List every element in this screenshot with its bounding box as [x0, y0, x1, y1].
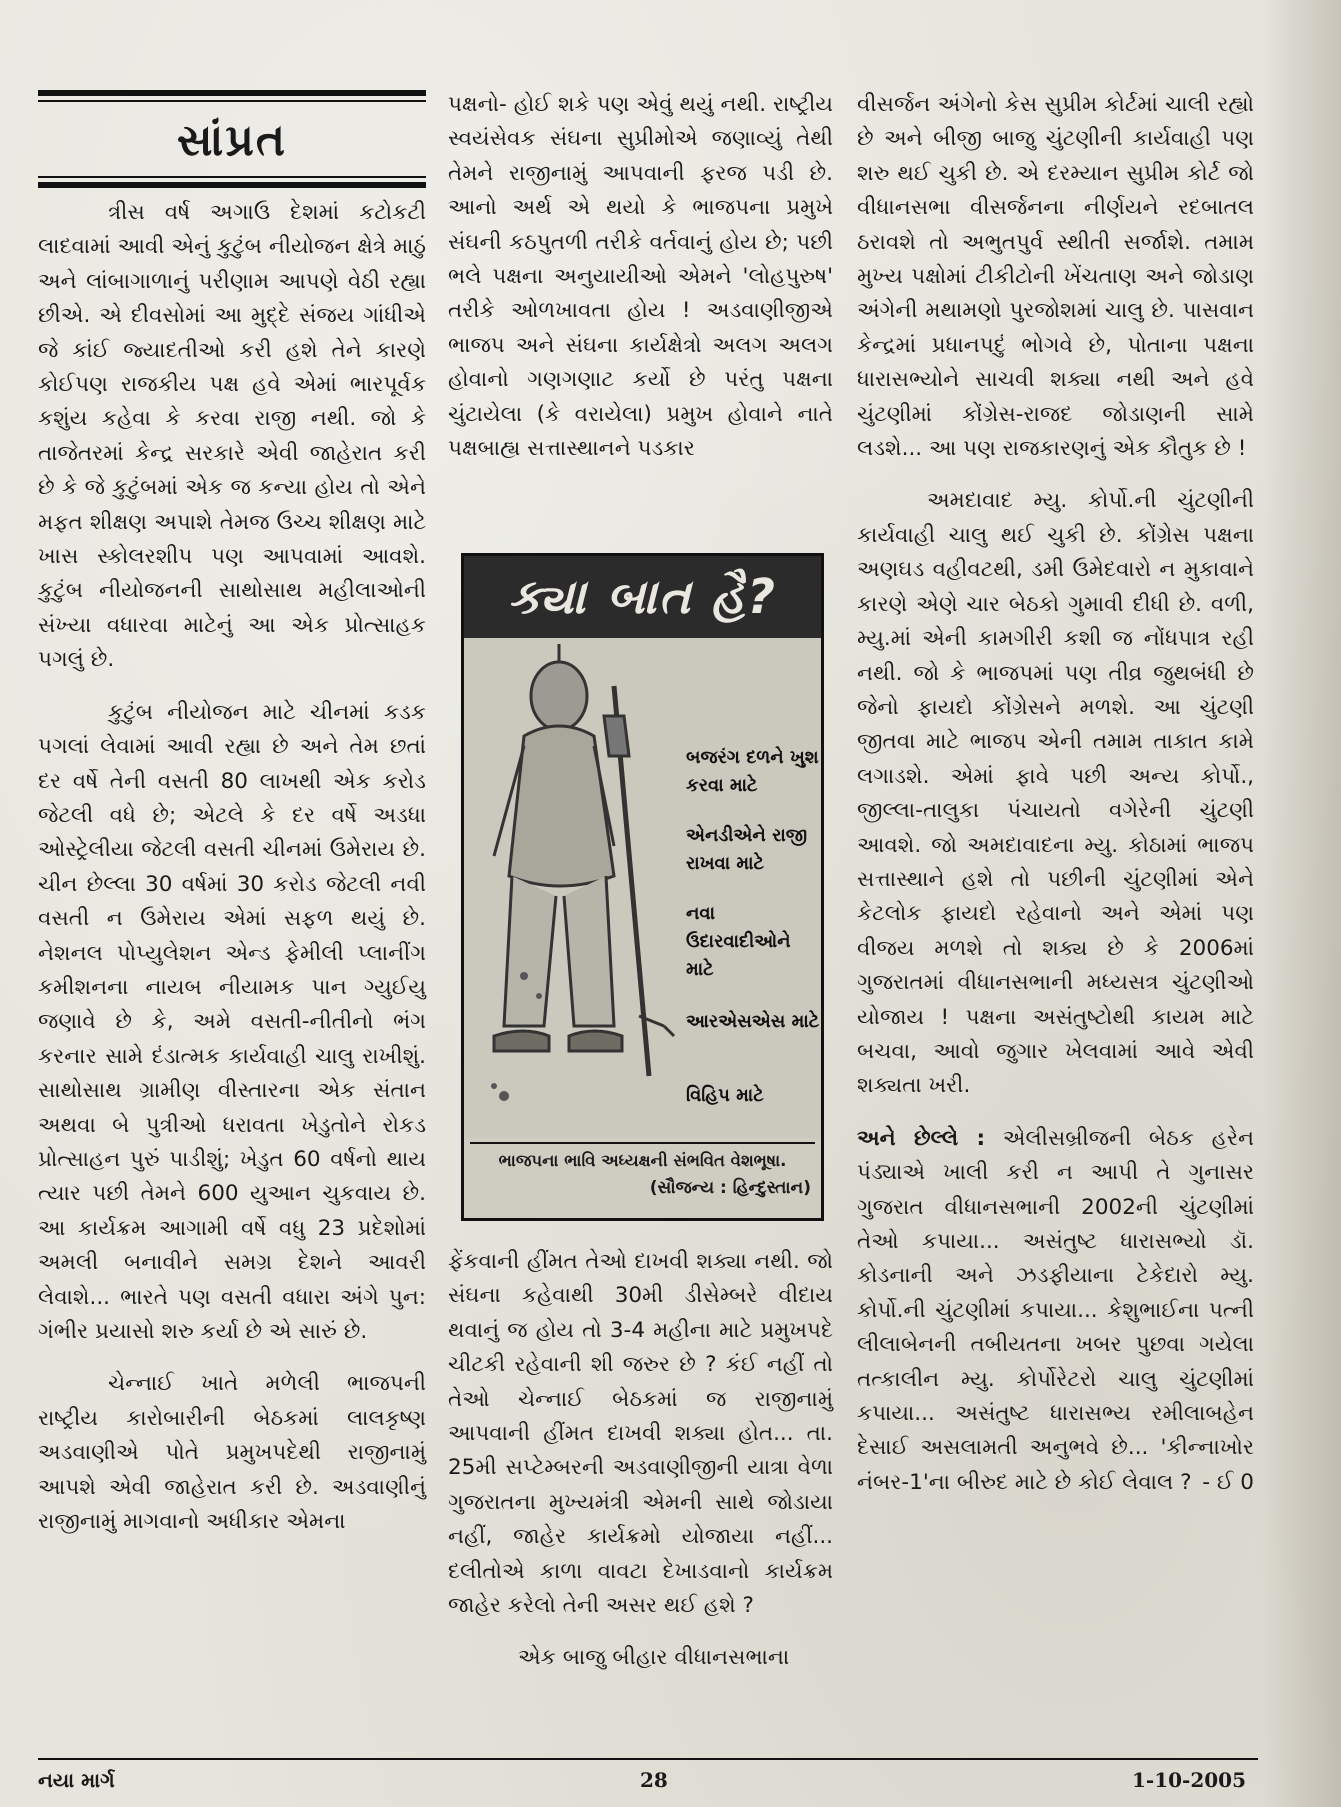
cartoon-label: એનડીએને રાજી રાખવા માટે — [686, 825, 808, 874]
column-2-continued — [448, 1245, 833, 1676]
cartoon-label: નવા ઉદારવાદીઓને માટે — [686, 903, 791, 980]
cartoon-label: વિહિપ માટે — [686, 1085, 764, 1106]
page-edge-shadow — [1261, 0, 1341, 1807]
author-signoff: - ઈ 0 — [1202, 1469, 1254, 1495]
section-lead: અને છેલ્લે : — [857, 1125, 986, 1151]
page-number: 28 — [640, 1768, 668, 1792]
footer-rule — [38, 1758, 1258, 1760]
paragraph — [857, 1122, 1254, 1500]
cartoon-caption: ભાજપના ભાવિ અધ્યક્ષની સંભવિત વેશભૂષા. — [470, 1142, 815, 1174]
masthead-rule-top — [38, 90, 426, 96]
column-1 — [38, 196, 426, 1557]
issue-date: 1-10-2005 — [1132, 1768, 1247, 1792]
paragraph: એક બાજુ બીહાર વીધાનસભાના — [518, 1645, 790, 1671]
column-3 — [857, 88, 1254, 1518]
paragraph: કુટુંબ નીયોજન માટે ચીનમાં કડક પગલાં લેવામાં આવી રહ્યા છે અને તેમ છતાં દર વર્ષે તેની વસતી 80 લાખથી એક કરોડ જેટલી વધે છે; એટલે કે દર વર્ષે અડધા ઓસ્ટ્રેલીયા જેટલી વસતી ચીનમાં ઉમેરાય છે. ચીન છેલ્લા 30 વર્ષમાં 30 કરોડ જેટલી નવી વસતી ન ઉમેરાય એમાં સફળ થયું છે. નેશનલ પોપ્યુલેશન એન્ડ ફેમીલી પ્લાનીંગ કમીશનના નાયબ નીયામક પાન ગ્યુઈયુ જણાવે છે કે, અમે વસતી-નીતીનો ભંગ કરનાર સામે દંડાત્મક કાર્યવાહી ચાલુ રાખીશું. સાથોસાથ ગ્રામીણ વીસ્તારના એક સંતાન અથવા બે પુત્રીઓ ધરાવતા ખેડુતોને રોકડ પ્રોત્સાહન પુરું પાડીશું; ખેડુત 60 વર્ષનો થાય ત્યાર પછી તેમને 600 યુઆન ચુકવાય છે. આ કાર્યક્રમ આગામી વર્ષે વધુ 23 પ્રદેશોમાં અમલી બનાવીને સમગ્ર દેશને આવરી લેવાશે... ભારતે પણ વસતી વધારા અંગે પુન: ગંભીર પ્રયાસો શરુ કર્યા છે એ સારું છે. — [38, 699, 426, 1344]
cartoon-credit: (સૌજન્ય : હિન્દુસ્તાન) — [649, 1178, 811, 1198]
paragraph: ચેન્નાઈ ખાતે મળેલી ભાજપની રાષ્ટ્રીય કારોબારીની બેઠકમાં લાલકૃષ્ણ અડવાણીએ પોતે પ્રમુખપદેથી રાજીનામું આપશે એવી જાહેરાત કરી છે. અડવાણીનું રાજીનામું માગવાનો અધીકાર એમના — [38, 1371, 426, 1535]
paragraph: અમદાવાદ મ્યુ. કોર્પો.ની ચુંટણીની કાર્યવાહી ચાલુ થઈ ચુકી છે. કોંગ્રેસ પક્ષના અણઘડ વહીવટથી, ડમી ઉમેદવારો ન મુકાવાને કારણે એણે ચાર બેઠકો ગુમાવી દીધી છે. વળી, મ્યુ.માં એની કામગીરી કશી જ નોંધપાત્ર રહી નથી. જો કે ભાજપમાં પણ તીવ્ર જુથબંધી છે જેનો ફાયદો કોંગ્રેસને મળશે. આ ચુંટણી જીતવા માટે ભાજપ એની તમામ તાકાત કામે લગાડશે. એમાં ફાવે પછી અન્ય કોર્પો., જીલ્લા-તાલુકા પંચાયતો વગેરેની ચુંટણી આવશે. જો અમદાવાદના મ્યુ. કોઠામાં ભાજપ સત્તાસ્થાને હશે તો પછીની ચુંટણીમાં એને કેટલોક ફાયદો રહેવાનો અને એમાં પણ વીજય મળશે તો શક્ય છે કે 2006માં ગુજરાતમાં વીધાનસભાની મધ્યસત્ર ચુંટણીઓ યોજાય ! પક્ષના અસંતુષ્ટોથી કાયમ માટે બચવા, આવો જુગાર ખેલવામાં આવે એવી શક્યતા ખરી. — [857, 488, 1254, 1099]
paragraph: ફેંકવાની હીંમત તેઓ દાખવી શક્યા નથી. જો સંઘના કહેવાથી 30મી ડીસેમ્બરે વીદાય થવાનું જ હોય તો 3-4 મહીના માટે પ્રમુખપદે ચીટકી રહેવાની શી જરુર છે ? કંઈ નહીં તો તેઓ ચેન્નાઈ બેઠકમાં જ રાજીનામું આપવાની હીંમત દાખવી શક્યા હોત... તા. 25મી સપ્ટેમ્બરની અડવાણીજીની યાત્રા વેળા ગુજરાતના મુખ્યમંત્રી એમની સાથે જોડાયા નહીં, જાહેર કાર્યક્રમો યોજાયા નહીં... દલીતોએ કાળા વાવટા દેખાડવાનો કાર્યક્રમ જાહેર કરેલો તેની અસર થઈ હશે ? — [448, 1249, 833, 1619]
paragraph-text: એલીસબ્રીજની બેઠક હરેન પંડ્યાએ ખાલી કરી ન આપી તે ગુનાસર ગુજરાત વીધાનસભાની 2002ની ચુંટણીમાં તેઓ કપાયા... અસંતુષ્ટ ધારાસભ્યો ડૉ. કોડનાની અને ઝડફીયાના ટેકેદારો મ્યુ. કોર્પો.ની ચુંટણીમાં કપાયા... કેશુભાઈના પત્ની લીલાબેનની તબીયતના ખબર પુછવા ગયેલા તત્કાલીન મ્યુ. કોર્પોરેટરો ચાલુ ચુંટણીમાં કપાયા... અસંતુષ્ટ ધારાસભ્ય રમીલાબહેન દેસાઈ અસલામતી અનુભવે છે... 'કીન્નાખોર નંબર-1'ના બીરુદ માટે છે કોઈ લેવાલ ? — [857, 1125, 1255, 1495]
cartoon-label: બજરંગ દળને ખુશ કરવા માટે — [686, 747, 819, 796]
paragraph: ત્રીસ વર્ષ અગાઉ દેશમાં કટોકટી લાદવામાં આવી એનું કુટુંબ નીયોજન ક્ષેત્રે માઠું અને લાંબાગાળાનું પરીણામ આપણે વેઠી રહ્યા છીએ. એ દીવસોમાં આ મુદ્દે સંજય ગાંધીએ જે કાંઈ જ્યાદતીઓ કરી હશે તેને કારણે કોઈપણ રાજકીય પક્ષ હવે એમાં ભારપૂર્વક કશુંય કહેવા કે કરવા રાજી નથી. જો કે તાજેતરમાં કેન્દ્ર સરકારે એવી જાહેરાત કરી છે કે જે કુટુંબમાં એક જ કન્યા હોય તો એને મફત શીક્ષણ અપાશે તેમજ ઉચ્ચ શીક્ષણ માટે ખાસ સ્કોલરશીપ પણ આપવામાં આવશે. કુટુંબ નીયોજનની સાથોસાથ મહીલાઓની સંખ્યા વધારવા માટેનું આ એક પ્રોત્સાહક પગલું છે. — [38, 200, 426, 673]
masthead-rule-bottom — [38, 182, 426, 188]
column-2 — [448, 88, 833, 484]
masthead-rule-bottom-thin — [38, 176, 426, 178]
cartoon-label: આરએસએસ માટે — [686, 1011, 820, 1032]
publication-name: નયા માર્ગ — [38, 1768, 115, 1792]
paragraph: પક્ષનો- હોઈ શકે પણ એવું થયું નથી. રાષ્ટ્રીય સ્વયંસેવક સંઘના સુપ્રીમોએ જણાવ્યું તેથી તેમને રાજીનામું આપવાની ફરજ પડી છે. આનો અર્થ એ થયો કે ભાજપના પ્રમુખે સંઘની કઠપુતળી તરીકે વર્તવાનું હોય છે; પછી ભલે પક્ષના અનુયાયીઓ એમને 'લોહપુરુષ' તરીકે ઓળખાવતા હોય ! અડવાણીજીએ ભાજપ અને સંઘના કાર્યક્ષેત્રો અલગ અલગ હોવાનો ગણગણાટ કર્યો છે પરંતુ પક્ષના ચુંટાયેલા (કે વરાયેલા) પ્રમુખ હોવાને નાતે પક્ષબાહ્ય સત્તાસ્થાનને પડકાર — [448, 92, 833, 462]
paragraph: વીસર્જન અંગેનો કેસ સુપ્રીમ કોર્ટમાં ચાલી રહ્યો છે અને બીજી બાજુ ચુંટણીની કાર્યવાહી પણ શરુ થઈ ચુકી છે. એ દરમ્યાન સુપ્રીમ કોર્ટ જો વીધાનસભા વીસર્જનના નીર્ણયને રદબાતલ ઠરાવશે તો અભુતપુર્વ સ્થીતી સર્જાશે. તમામ મુખ્ય પક્ષોમાં ટીકીટોની ખેંચતાણ અને જોડાણ અંગેની મથામણો પુરજોશમાં ચાલુ છે. પાસવાન કેન્દ્રમાં પ્રધાનપદું ભોગવે છે, પોતાના પક્ષના ધારાસભ્યોને સાચવી શક્યા નથી અને હવે ચુંટણીમાં કોંગ્રેસ-રાજદ જોડાણની સામે લડશે... આ પણ રાજકારણનું એક કૌતુક છે ! — [857, 92, 1254, 462]
column-title: સાંપ્રત — [176, 115, 288, 166]
masthead-rule-top-thin — [38, 100, 426, 102]
cartoon-banner: ક્યા બાત હૈ? — [464, 556, 821, 638]
cartoon-figure-drawing — [464, 556, 821, 1218]
cartoon-box — [461, 553, 824, 1221]
